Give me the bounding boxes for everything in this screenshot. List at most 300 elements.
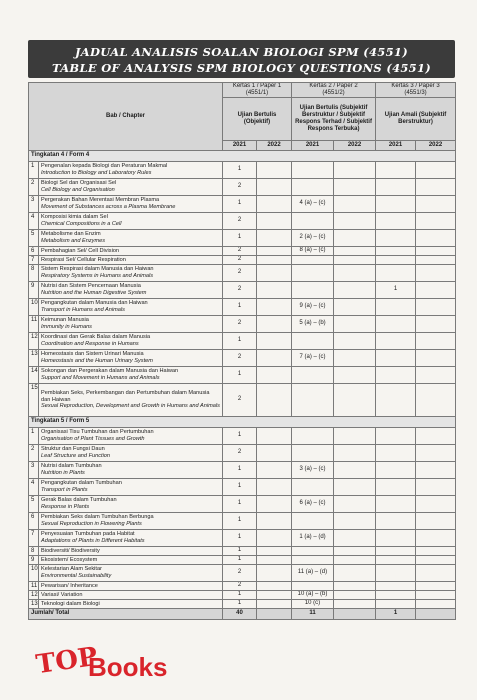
chapter-number: 4: [29, 212, 39, 229]
chapter-title-english: Adaptations of Plants in Different Habitats: [41, 537, 145, 544]
question-cell: [257, 590, 292, 599]
question-cell: [376, 315, 416, 332]
chapter-number: 3: [29, 195, 39, 212]
question-cell: [416, 546, 456, 555]
chapter-title-malay: Ekosistem/ Ecosystem: [41, 556, 98, 563]
question-cell: [292, 161, 334, 178]
chapter-number: 5: [29, 495, 39, 512]
paper1-name: Kertas 1 / Paper 1: [232, 83, 282, 89]
section-row: [29, 150, 456, 161]
question-cell: [416, 281, 456, 298]
question-cell: [376, 195, 416, 212]
question-cell: 1: [223, 195, 257, 212]
question-cell: [416, 599, 456, 608]
question-cell: [376, 264, 416, 281]
chapter-title-english: Introduction to Biology and Laboratory Rules: [41, 169, 152, 176]
paper3-header: [376, 83, 456, 98]
question-cell: 2: [223, 581, 257, 590]
question-cell: 6 (a) – (c): [292, 495, 334, 512]
chapter-number: 7: [29, 255, 39, 264]
question-cell: [334, 564, 376, 581]
question-cell: [376, 590, 416, 599]
question-cell: [416, 461, 456, 478]
chapter-header: Bab / Chapter: [29, 83, 223, 151]
question-cell: [334, 161, 376, 178]
chapter-title: [39, 478, 223, 495]
chapter-title: [39, 599, 223, 608]
chapter-row: [29, 315, 456, 332]
question-cell: [334, 264, 376, 281]
question-cell: [334, 581, 376, 590]
question-cell: [376, 332, 416, 349]
chapter-title-malay: Pembahagian Sel/ Cell Division: [41, 247, 120, 254]
question-cell: [416, 161, 456, 178]
year-header: 2021: [223, 140, 257, 150]
chapter-title: [39, 178, 223, 195]
question-cell: [257, 246, 292, 255]
question-cell: [376, 298, 416, 315]
question-cell: [416, 255, 456, 264]
title-malay: JADUAL ANALISIS SOALAN BIOLOGI SPM (4551): [75, 45, 408, 59]
question-cell: 2 (a) – (c): [292, 229, 334, 246]
chapter-number: 1: [29, 161, 39, 178]
chapter-number: 8: [29, 546, 39, 555]
paper1-header: [223, 83, 292, 98]
question-cell: [292, 264, 334, 281]
chapter-title: [39, 546, 223, 555]
question-cell: [334, 478, 376, 495]
question-cell: [334, 366, 376, 383]
chapter-row: [29, 212, 456, 229]
question-cell: [257, 366, 292, 383]
question-cell: 2: [223, 315, 257, 332]
chapter-title-english: Respiratory Systems in Humans and Animals: [41, 272, 154, 279]
question-cell: [416, 512, 456, 529]
question-cell: [334, 229, 376, 246]
chapter-row: [29, 461, 456, 478]
total-value: [334, 608, 376, 619]
chapter-title-malay: Pembiakan Seks dalam Tumbuhan Berbunga: [41, 514, 154, 521]
chapter-row: [29, 366, 456, 383]
table-body: [29, 150, 456, 619]
question-cell: [292, 281, 334, 298]
question-cell: [416, 383, 456, 416]
question-cell: [257, 298, 292, 315]
chapter-row: [29, 246, 456, 255]
chapter-number: 10: [29, 564, 39, 581]
chapter-title-malay: Komposisi kimia dalam Sel: [41, 214, 108, 221]
question-cell: 10 (c): [292, 599, 334, 608]
chapter-title-malay: Keimunan Manusia: [41, 317, 89, 324]
question-cell: 2: [223, 383, 257, 416]
chapter-title: [39, 212, 223, 229]
question-cell: [376, 564, 416, 581]
question-cell: 3 (a) – (c): [292, 461, 334, 478]
question-cell: [334, 246, 376, 255]
question-cell: [292, 383, 334, 416]
chapter-title-malay: Struktur dan Fungsi Daun: [41, 446, 105, 453]
question-cell: [334, 349, 376, 366]
question-cell: [416, 581, 456, 590]
question-cell: [334, 555, 376, 564]
question-cell: 2: [223, 255, 257, 264]
question-cell: 2: [223, 281, 257, 298]
question-cell: [257, 255, 292, 264]
question-cell: [334, 255, 376, 264]
question-cell: [416, 298, 456, 315]
chapter-title-malay: Variasi/ Variation: [41, 591, 83, 598]
chapter-title-malay: Gerak Balas dalam Tumbuhan: [41, 497, 117, 504]
question-cell: [376, 212, 416, 229]
chapter-title: [39, 555, 223, 564]
question-cell: [257, 512, 292, 529]
section-row: [29, 416, 456, 427]
question-cell: [416, 444, 456, 461]
topbooks-watermark: [30, 641, 190, 686]
question-cell: [292, 332, 334, 349]
question-cell: [257, 195, 292, 212]
chapter-title-english: Transport in Humans and Animals: [41, 306, 125, 313]
question-cell: [334, 298, 376, 315]
question-cell: 1: [223, 427, 257, 444]
total-row: [29, 608, 456, 619]
chapter-title-malay: Pengenalan kepada Biologi dan Peraturan Makmal: [41, 163, 168, 170]
question-cell: [334, 195, 376, 212]
question-cell: [416, 349, 456, 366]
question-cell: [376, 512, 416, 529]
header-row-papers: [29, 83, 456, 98]
chapter-number: 2: [29, 444, 39, 461]
chapter-title-english: Immunity in Humans: [41, 323, 92, 330]
question-cell: [334, 212, 376, 229]
chapter-row: [29, 229, 456, 246]
question-cell: 1: [223, 555, 257, 564]
question-cell: [376, 555, 416, 564]
question-cell: 1: [376, 281, 416, 298]
question-cell: [257, 315, 292, 332]
question-cell: [257, 427, 292, 444]
year-header: 2021: [376, 140, 416, 150]
chapter-title-english: Homeostasis and the Human Urinary System: [41, 357, 153, 364]
chapter-row: [29, 444, 456, 461]
question-cell: 2: [223, 212, 257, 229]
question-cell: [416, 590, 456, 599]
chapter-title-malay: Sistem Respirasi dalam Manusia dan Haiwan: [41, 266, 154, 273]
chapter-title-malay: Respirasi Sel/ Cellular Respiration: [41, 256, 126, 263]
total-label: Jumlah/ Total: [29, 608, 223, 619]
question-cell: [376, 366, 416, 383]
question-cell: [257, 478, 292, 495]
chapter-title-malay: Pergerakan Bahan Merentasi Membran Plasma: [41, 197, 160, 204]
question-cell: [257, 461, 292, 478]
chapter-title: [39, 564, 223, 581]
question-cell: [292, 555, 334, 564]
chapter-number: 9: [29, 281, 39, 298]
chapter-row: [29, 555, 456, 564]
question-cell: 1: [223, 590, 257, 599]
question-cell: [376, 349, 416, 366]
chapter-number: 13: [29, 349, 39, 366]
question-cell: [416, 555, 456, 564]
question-cell: [292, 366, 334, 383]
chapter-title-malay: Metabolisme dan Enzim: [41, 231, 101, 238]
chapter-title-malay: Pengangkutan dalam Manusia dan Haiwan: [41, 300, 148, 307]
chapter-number: 12: [29, 590, 39, 599]
chapter-number: 1: [29, 427, 39, 444]
question-cell: 1: [223, 546, 257, 555]
chapter-number: 3: [29, 461, 39, 478]
question-cell: [257, 212, 292, 229]
chapter-number: 6: [29, 512, 39, 529]
question-cell: [376, 229, 416, 246]
question-cell: 5 (a) – (b): [292, 315, 334, 332]
question-cell: [416, 529, 456, 546]
question-cell: 1: [223, 298, 257, 315]
question-cell: [416, 564, 456, 581]
question-cell: [257, 178, 292, 195]
chapter-row: [29, 383, 456, 416]
question-cell: [334, 178, 376, 195]
question-cell: [376, 444, 416, 461]
question-cell: [257, 581, 292, 590]
chapter-title: [39, 195, 223, 212]
section-title: Tingkatan 5 / Form 5: [29, 416, 456, 427]
chapter-title: [39, 383, 223, 416]
paper2-code: (4551/2): [322, 89, 345, 96]
question-cell: [334, 512, 376, 529]
question-cell: 11 (a) – (d): [292, 564, 334, 581]
chapter-title: [39, 590, 223, 599]
chapter-number: 14: [29, 366, 39, 383]
question-cell: [376, 427, 416, 444]
chapter-number: 7: [29, 529, 39, 546]
chapter-number: 11: [29, 315, 39, 332]
question-cell: [334, 444, 376, 461]
question-cell: [257, 383, 292, 416]
chapter-title-malay: Biodiversiti/ Biodiversity: [41, 547, 100, 554]
question-cell: [376, 529, 416, 546]
question-cell: [257, 599, 292, 608]
chapter-title-english: Environmental Sustainability: [41, 572, 112, 579]
question-cell: [416, 315, 456, 332]
year-header: 2022: [257, 140, 292, 150]
question-cell: [416, 264, 456, 281]
question-cell: [376, 581, 416, 590]
chapter-title-malay: Sokongan dan Pergerakan dalam Manusia dan Haiwan: [41, 368, 179, 375]
chapter-title-english: Sexual Reproduction, Development and Growth in Humans and Animals: [41, 402, 220, 409]
question-cell: [292, 427, 334, 444]
paper3-type: Ujian Amali (Subjektif Berstruktur): [376, 97, 456, 140]
question-cell: [292, 178, 334, 195]
question-cell: [416, 229, 456, 246]
watermark-top: TOP: [34, 641, 100, 681]
chapter-row: [29, 195, 456, 212]
question-cell: [376, 599, 416, 608]
chapter-title-malay: Biologi Sel dan Organisasi Sel: [41, 180, 117, 187]
question-cell: [334, 427, 376, 444]
chapter-title-english: Cell Biology and Organisation: [41, 186, 115, 193]
question-cell: [334, 383, 376, 416]
question-cell: [257, 332, 292, 349]
question-cell: [257, 264, 292, 281]
question-cell: [376, 495, 416, 512]
chapter-title-english: Leaf Structure and Function: [41, 452, 111, 459]
question-cell: [257, 546, 292, 555]
question-cell: [416, 195, 456, 212]
question-cell: [292, 512, 334, 529]
chapter-title-malay: Pengangkutan dalam Tumbuhan: [41, 480, 122, 487]
chapter-title-malay: Organisasi Tisu Tumbuhan dan Pertumbuhan: [41, 429, 154, 436]
chapter-number: 10: [29, 298, 39, 315]
question-cell: [334, 495, 376, 512]
chapter-row: [29, 529, 456, 546]
title-banner: [28, 40, 455, 78]
question-cell: [416, 478, 456, 495]
chapter-row: [29, 581, 456, 590]
paper3-name: Kertas 3 / Paper 3: [391, 83, 440, 89]
question-cell: [416, 332, 456, 349]
chapter-row: [29, 564, 456, 581]
question-cell: [292, 444, 334, 461]
chapter-title-malay: Nutrisi dan Sistem Pencernaan Manusia: [41, 283, 141, 290]
chapter-title-malay: Teknologi dalam Biologi: [41, 600, 100, 607]
chapter-title: [39, 332, 223, 349]
paper1-type: Ujian Bertulis (Objektif): [223, 97, 292, 140]
question-cell: [416, 427, 456, 444]
chapter-title-english: Coordination and Response in Humans: [41, 340, 139, 347]
question-cell: 2: [223, 349, 257, 366]
question-cell: [257, 349, 292, 366]
chapter-row: [29, 599, 456, 608]
question-cell: [376, 161, 416, 178]
chapter-title: [39, 495, 223, 512]
chapter-number: 15: [29, 383, 39, 416]
chapter-title: [39, 161, 223, 178]
question-cell: [292, 581, 334, 590]
chapter-title-malay: Homeostasis dan Sistem Urinari Manusia: [41, 351, 144, 358]
chapter-title-english: Support and Movement in Humans and Animals: [41, 374, 160, 381]
question-cell: 2: [223, 444, 257, 461]
paper1-code: (4551/1): [245, 89, 269, 96]
chapter-number: 9: [29, 555, 39, 564]
question-cell: [334, 461, 376, 478]
chapter-title-english: Movement of Substances across a Plasma Membrane: [41, 203, 176, 210]
paper2-type: Ujian Bertulis (Subjektif Berstruktur / Subjektif Respons Terhad / Subjektif Respons Terbuka): [292, 97, 376, 140]
question-cell: 1: [223, 529, 257, 546]
question-cell: [334, 332, 376, 349]
question-cell: 7 (a) – (c): [292, 349, 334, 366]
chapter-title-english: Organisation of Plant Tissues and Growth: [41, 435, 145, 442]
chapter-title-english: Response in Plants: [41, 503, 90, 510]
chapter-title: [39, 264, 223, 281]
chapter-number: 8: [29, 264, 39, 281]
question-cell: [257, 444, 292, 461]
chapter-row: [29, 255, 456, 264]
question-cell: 1: [223, 478, 257, 495]
question-cell: [257, 229, 292, 246]
question-cell: [292, 546, 334, 555]
question-cell: [334, 281, 376, 298]
question-cell: [292, 212, 334, 229]
chapter-row: [29, 281, 456, 298]
question-cell: 2: [223, 246, 257, 255]
chapter-title-malay: Koordinasi dan Gerak Balas dalam Manusia: [41, 334, 151, 341]
question-cell: 4 (a) – (c): [292, 195, 334, 212]
chapter-number: 12: [29, 332, 39, 349]
question-cell: [376, 255, 416, 264]
paper3-code: (4551/3): [404, 89, 427, 96]
chapter-title-malay: Nutrisi dalam Tumbuhan: [41, 463, 102, 470]
year-header: 2022: [416, 140, 456, 150]
chapter-row: [29, 512, 456, 529]
chapter-number: 2: [29, 178, 39, 195]
question-cell: 1: [223, 161, 257, 178]
question-cell: [416, 366, 456, 383]
chapter-row: [29, 478, 456, 495]
question-cell: [334, 315, 376, 332]
chapter-title: [39, 444, 223, 461]
chapter-title: [39, 246, 223, 255]
question-cell: [376, 461, 416, 478]
chapter-title-english: Transport in Plants: [41, 486, 88, 493]
total-value: 40: [223, 608, 257, 619]
chapter-number: 4: [29, 478, 39, 495]
question-cell: 1: [223, 229, 257, 246]
chapter-title-malay: Penyesuaian Tumbuhan pada Habitat: [41, 531, 135, 538]
question-cell: [257, 161, 292, 178]
chapter-title: [39, 529, 223, 546]
question-cell: 9 (a) – (c): [292, 298, 334, 315]
question-cell: [416, 495, 456, 512]
question-cell: [334, 599, 376, 608]
chapter-title-english: Metabolism and Enzymes: [41, 237, 106, 244]
chapter-title-malay: Pembiakan Seks, Perkembangan dan Pertumbuhan dalam Manusia dan Haiwan: [41, 390, 210, 403]
chapter-title: [39, 581, 223, 590]
chapter-row: [29, 546, 456, 555]
chapter-title-english: Nutrition and the Human Digestive System: [41, 289, 147, 296]
question-cell: [416, 246, 456, 255]
chapter-row: [29, 495, 456, 512]
section-title: Tingkatan 4 / Form 4: [29, 150, 456, 161]
paper2-header: [292, 83, 376, 98]
question-cell: 10 (a) – (b): [292, 590, 334, 599]
question-cell: [292, 255, 334, 264]
question-cell: [257, 495, 292, 512]
question-cell: 2: [223, 564, 257, 581]
paper2-name: Kertas 2 / Paper 2: [309, 83, 358, 89]
question-cell: [334, 529, 376, 546]
chapter-row: [29, 264, 456, 281]
chapter-title-malay: Pewarisan/ Inheritance: [41, 582, 98, 589]
chapter-title: [39, 512, 223, 529]
chapter-title: [39, 298, 223, 315]
chapter-number: 6: [29, 246, 39, 255]
chapter-title-english: Nutrition in Plants: [41, 469, 85, 476]
question-cell: [416, 178, 456, 195]
chapter-row: [29, 590, 456, 599]
title-english: TABLE OF ANALYSIS SPM BIOLOGY QUESTIONS (4551): [51, 61, 432, 75]
question-cell: [376, 383, 416, 416]
question-cell: 1: [223, 461, 257, 478]
chapter-title: [39, 255, 223, 264]
total-value: 1: [376, 608, 416, 619]
question-cell: 1: [223, 599, 257, 608]
year-header: 2022: [334, 140, 376, 150]
chapter-number: 13: [29, 599, 39, 608]
chapter-row: [29, 349, 456, 366]
question-cell: [334, 546, 376, 555]
chapter-title-english: Chemical Compositions in a Cell: [41, 220, 122, 227]
